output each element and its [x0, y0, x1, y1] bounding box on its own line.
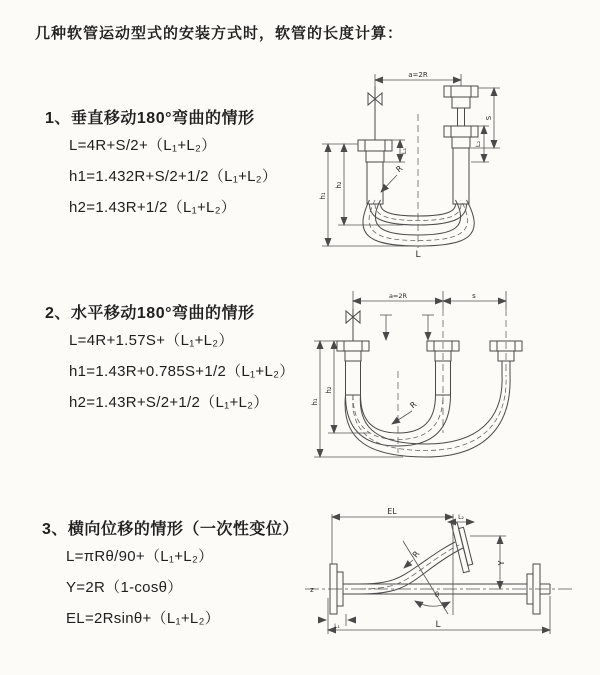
diagram-vertical-u-bend: [308, 68, 533, 263]
section-1-heading: 1、垂直移动180°弯曲的情形: [45, 110, 255, 127]
dim-label-s: s: [472, 292, 476, 300]
hose-s-curve: [360, 542, 463, 594]
formula-l: L=4R+S/2+（L₁+L₂）: [69, 137, 217, 154]
hose-u-bend: [363, 200, 474, 246]
section-lateral-displacement: [42, 516, 299, 641]
dim-label-l1: L₁: [400, 147, 408, 155]
dim-label-a2r: a=2R: [408, 71, 428, 79]
dim-label-l2: L₂: [458, 514, 464, 521]
dimension-lines: [319, 71, 500, 260]
hose-u-bend-position2: [345, 375, 510, 457]
formula-l: L=πRθ/90+（L₁+L₂）: [66, 548, 214, 565]
formula-h1: h1=1.432R+S/2+1/2（L₁+L₂）: [69, 168, 278, 185]
left-flange: [337, 341, 369, 395]
right-flange: [444, 74, 478, 204]
formula-h2: h2=1.43R+S/2+1/2（L₁+L₂）: [69, 394, 269, 411]
dim-label-y: Y: [497, 560, 506, 566]
section-vertical-movement: [45, 105, 277, 230]
formula-y: Y=2R（1-cosθ）: [66, 579, 183, 596]
diagram-horizontal-u-bend: [308, 283, 543, 465]
dim-label-h1: h₁: [311, 398, 319, 406]
page-title: 几种软管运动型式的安装方式时，软管的长度计算：: [35, 25, 404, 42]
pipe-break-mark: z: [310, 586, 314, 594]
section-3-heading: 3、横向位移的情形（一次性变位）: [42, 521, 299, 538]
dim-label-h2: h₂: [325, 386, 333, 394]
diagram-lateral-displacement: [300, 502, 585, 660]
length-label: L: [415, 250, 421, 260]
dim-label-a2r: a=2R: [388, 292, 408, 300]
formula-h2: h2=1.43R+1/2（L₁+L₂）: [69, 199, 237, 216]
tilted-flange: [451, 522, 474, 573]
dim-label-l1: L₁: [334, 623, 340, 630]
section-horizontal-movement: [45, 300, 295, 425]
radius-label: R: [394, 163, 405, 175]
formula-h1: h1=1.43R+0.785S+1/2（L₁+L₂）: [69, 363, 295, 380]
valve-icon: [346, 309, 360, 341]
angle-label: θ: [434, 591, 440, 599]
dim-label-el: EL: [387, 507, 397, 516]
formula-l: L=4R+1.57S+（L₁+L₂）: [69, 332, 234, 349]
formula-el: EL=2Rsinθ+（L₁+L₂）: [66, 610, 220, 627]
left-flange: [358, 140, 392, 204]
dim-label-h2: h₂: [335, 181, 343, 189]
radius-label: R: [408, 399, 419, 411]
dim-label-h1: h₁: [319, 192, 327, 200]
dim-label-s: S: [485, 115, 493, 121]
dimension-lines: [318, 507, 550, 634]
valve-icon: [368, 86, 382, 140]
section-2-heading: 2、水平移动180°弯曲的情形: [45, 305, 255, 322]
dim-label-l2: L₂: [474, 140, 482, 148]
radius-label: R: [410, 549, 422, 560]
centerlines: [398, 309, 506, 453]
length-label: L: [435, 620, 441, 630]
